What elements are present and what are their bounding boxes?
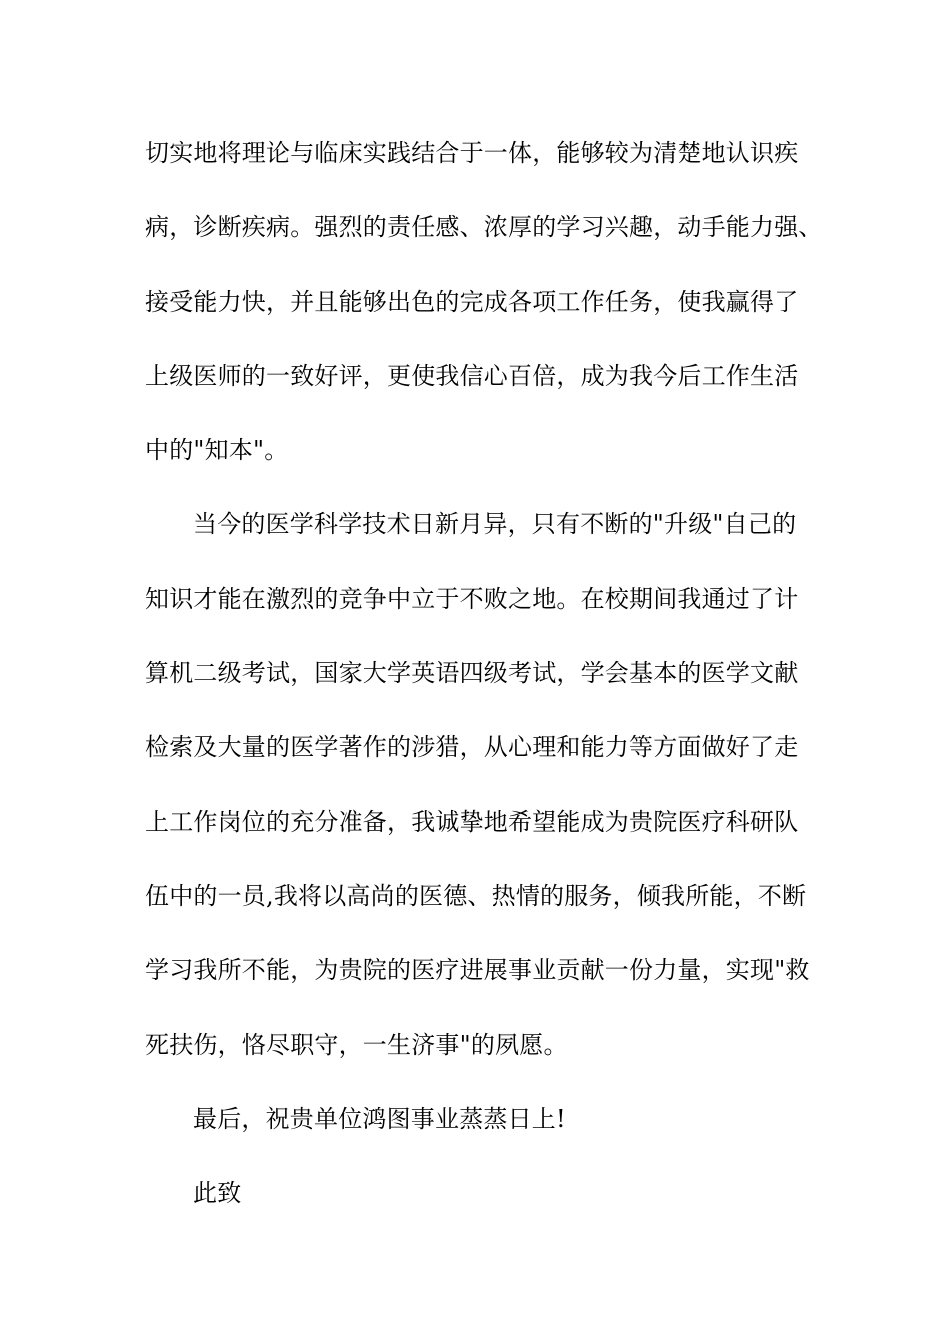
text-line: 知识才能在激烈的竞争中立于不败之地。在校期间我通过了计	[145, 584, 799, 613]
text-line: 病，诊断疾病。强烈的责任感、浓厚的学习兴趣，动手能力强、	[145, 213, 823, 242]
paragraph-start-line: 当今的医学科学技术日新月异，只有不断的"升级"自己的	[193, 510, 797, 539]
text-line: 切实地将理论与临床实践结合于一体，能够较为清楚地认识疾	[145, 139, 799, 167]
closing-wish-line: 最后，祝贵单位鸿图事业蒸蒸日上!	[193, 1104, 566, 1133]
text-line: 学习我所不能，为贵院的医疗进展事业贡献一份力量，实现"救	[145, 956, 810, 985]
text-line: 中的"知本"。	[145, 436, 289, 465]
letter-body	[145, 116, 825, 1230]
text-line: 死扶伤，恪尽职守，一生济事"的夙愿。	[145, 1030, 568, 1059]
text-line: 上工作岗位的充分准备，我诚挚地希望能成为贵院医疗科研队	[145, 807, 799, 836]
text-line: 伍中的一员,我将以高尚的医德、热情的服务，倾我所能，不断	[145, 881, 807, 910]
text-line: 算机二级考试，国家大学英语四级考试，学会基本的医学文献	[145, 659, 799, 688]
text-line: 检索及大量的医学著作的涉猎，从心理和能力等方面做好了走	[145, 733, 799, 762]
text-line: 接受能力快，并且能够出色的完成各项工作任务，使我赢得了	[145, 287, 799, 316]
text-line: 上级医师的一致好评，更使我信心百倍，成为我今后工作生活	[145, 361, 799, 390]
salutation-line: 此致	[193, 1179, 242, 1208]
